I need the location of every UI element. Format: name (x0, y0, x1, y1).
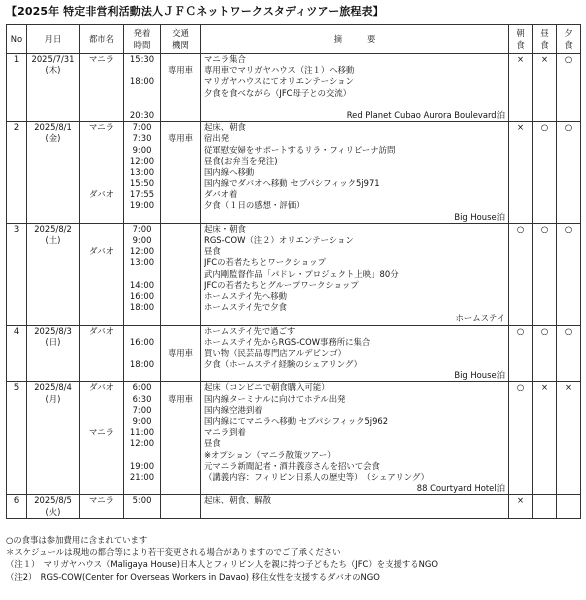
city-name (80, 313, 123, 324)
dinner-mark-cell (557, 223, 581, 325)
footnote: ＊スケジュールは現地の都合等により若干変更される場合がありますのでご了承ください (6, 547, 341, 558)
transport-mode (161, 416, 200, 427)
city-name (80, 370, 123, 381)
header-time-line-2: 時間 (133, 40, 151, 50)
day-row (7, 54, 581, 122)
time-cell (124, 495, 161, 518)
transport-cell (161, 54, 201, 122)
dinner-mark: × (564, 382, 573, 393)
schedule-item: 夕食（ホームステイ経験のシェアリング） (204, 359, 362, 370)
transport-mode (161, 291, 200, 302)
transport-mode: 専用車 (167, 347, 194, 358)
transport-mode: 専用車 (167, 393, 194, 404)
schedule-time: 9:00 (132, 235, 152, 245)
day-date-cell (27, 223, 80, 325)
transport-mode (161, 246, 200, 257)
dinner-mark-cell (557, 495, 581, 518)
breakfast-mark: ○ (516, 325, 525, 336)
transport-mode (161, 145, 200, 156)
city-cell (80, 122, 124, 224)
schedule-item: ホームステイ先で夕食 (204, 302, 287, 313)
header-summary: 摘 要 (201, 25, 509, 54)
transport-mode (161, 269, 200, 280)
city-name: マニラ (88, 427, 115, 438)
schedule-item: 国内線でダバオへ移動 セブパシフィック5j971 (204, 178, 380, 189)
breakfast-mark: × (516, 54, 525, 64)
schedule-time (124, 370, 160, 381)
schedule-time (124, 269, 160, 280)
city-cell (80, 325, 124, 382)
city-cell (80, 223, 124, 325)
footnote: ○の食事は参加費用に含まれています (6, 535, 148, 545)
city-name (80, 224, 123, 235)
dinner-mark-cell (557, 122, 581, 224)
day-no: 1 (13, 54, 20, 64)
lodging-note: 88 Courtyard Hotel泊 (416, 483, 505, 494)
city-name: ダバオ (88, 246, 115, 257)
schedule-item (204, 507, 505, 518)
transport-mode (161, 280, 200, 291)
day-weekday: (日) (45, 336, 61, 347)
day-no-cell (7, 382, 27, 495)
lunch-mark-cell (533, 495, 557, 518)
breakfast-mark-cell (509, 122, 533, 224)
day-row (7, 495, 581, 518)
footnote: （注１） マリガヤハウス（Maligaya House)日本人とフィリピン人を親に持つ子どもたち（JFC）を支援するNGO (6, 559, 439, 570)
day-date: 2025/8/4 (34, 382, 72, 393)
schedule-time: 6:00 (132, 382, 152, 393)
day-no-cell (7, 325, 27, 382)
city-name (80, 280, 123, 291)
transport-mode (161, 110, 200, 121)
schedule-item: 国内線へ移動 (204, 166, 255, 177)
breakfast-mark-cell (509, 382, 533, 495)
schedule-item: 国内線空港到着 (204, 404, 263, 415)
schedule-item: ホームステイ先からRGS-COW事務所に集合 (204, 336, 371, 347)
city-name (80, 472, 123, 483)
day-no-cell (7, 495, 27, 518)
day-date: 2025/8/3 (34, 325, 72, 336)
schedule-item: 買い物（民芸品専門店アルデビンゴ） (204, 347, 347, 358)
city-name: ダバオ (88, 325, 115, 336)
schedule-time: 21:00 (129, 471, 155, 482)
summary-cell (201, 54, 509, 122)
day-date-cell (27, 495, 80, 518)
schedule-item: 起床・朝食 (204, 223, 246, 234)
transport-cell (161, 122, 201, 224)
transport-mode (161, 302, 200, 313)
schedule-time (124, 313, 160, 324)
city-name (80, 167, 123, 178)
dinner-mark: ○ (564, 223, 573, 234)
city-name (80, 178, 123, 189)
transport-mode (161, 326, 200, 337)
city-name (80, 394, 123, 405)
day-no-cell (7, 54, 27, 122)
schedule-item: （講義内容：フィリピン日系人の歴史等） （シェアリング） (204, 471, 430, 482)
schedule-item (204, 99, 505, 110)
page-title: 【2025年 特定非営利活動法人ＪＦＣネットワークスタディツアー旅程表】 (6, 5, 384, 18)
schedule-item: 夕食を食べながら（JFC母子との交流） (204, 87, 352, 98)
transport-mode (161, 405, 200, 416)
day-date-cell (27, 382, 80, 495)
dinner-mark: ○ (564, 122, 573, 133)
transport-mode (161, 257, 200, 268)
schedule-time: 15:30 (129, 54, 155, 64)
schedule-item: 従軍慰安婦をサポートするリラ・フィリピーナ訪問 (204, 144, 396, 155)
schedule-item: 国内線ターミナルに向けてホテル出発 (204, 393, 346, 404)
city-cell (80, 54, 124, 122)
city-name (80, 257, 123, 268)
transport-mode (161, 337, 200, 348)
schedule-time: 12:00 (129, 438, 155, 449)
lunch-mark: ○ (540, 122, 549, 133)
breakfast-mark-cell (509, 223, 533, 325)
city-name (80, 145, 123, 156)
header-time (124, 25, 161, 54)
day-date: 2025/8/5 (34, 495, 72, 506)
city-name (80, 416, 123, 427)
schedule-item: 起床、朝食 (204, 122, 246, 133)
transport-mode (161, 178, 200, 189)
breakfast-mark-cell (509, 495, 533, 518)
itinerary-body (7, 54, 581, 519)
lodging-note: Big House泊 (454, 370, 505, 381)
time-cell (124, 223, 161, 325)
transport-mode (161, 76, 200, 87)
transport-cell (161, 495, 201, 518)
schedule-time: 12:00 (129, 155, 155, 166)
summary-cell (201, 325, 509, 382)
transport-mode (161, 189, 200, 200)
day-weekday: (月) (45, 393, 61, 404)
day-row (7, 382, 581, 495)
breakfast-mark: ○ (516, 382, 525, 393)
day-no: 3 (13, 223, 20, 234)
city-cell (80, 495, 124, 518)
transport-mode (161, 382, 200, 393)
schedule-time: 18:00 (129, 302, 155, 313)
time-cell (124, 54, 161, 122)
lunch-mark: ○ (540, 325, 549, 336)
day-weekday: (金) (45, 133, 61, 144)
day-date: 2025/7/31 (31, 54, 75, 64)
transport-mode (161, 370, 200, 381)
footnote: （注2） RGS-COW(Center for Overseas Workers in Davao) 移住女性を支援するダバオのNGO (6, 571, 380, 582)
transport-mode (161, 212, 200, 223)
summary-cell (201, 495, 509, 518)
header-lunch-line-2: 食 (540, 40, 549, 50)
schedule-time (124, 326, 160, 337)
transport-mode (161, 122, 200, 133)
day-weekday: (木) (45, 65, 61, 76)
transport-mode (161, 495, 200, 506)
schedule-item: 昼食 (204, 438, 221, 449)
schedule-time: 18:00 (129, 76, 155, 87)
breakfast-mark: × (516, 122, 525, 133)
day-no: 6 (13, 495, 20, 506)
day-weekday: (土) (45, 235, 61, 245)
city-name: ダバオ (88, 382, 115, 393)
day-no: 5 (13, 382, 20, 393)
transport-mode (161, 461, 200, 472)
transport-mode (161, 224, 200, 235)
schedule-item: 昼食 (204, 246, 221, 257)
schedule-item: 昼食(お弁当を発注) (204, 155, 278, 166)
header-time-line-1: 発着 (133, 28, 151, 38)
schedule-time: 7:00 (132, 122, 152, 133)
schedule-time (124, 212, 160, 223)
footnotes (6, 534, 580, 583)
day-weekday: (火) (45, 506, 61, 517)
schedule-time: 16:00 (129, 290, 155, 301)
header-dinner-line-1: 夕 (564, 28, 573, 38)
city-name (80, 405, 123, 416)
day-no: 2 (13, 122, 20, 133)
lunch-mark-cell (533, 223, 557, 325)
city-cell (80, 382, 124, 495)
schedule-item: 専用車でマリガヤハウス（注１）へ移動 (204, 65, 355, 76)
schedule-time: 9:00 (132, 416, 152, 426)
lunch-mark-cell (533, 382, 557, 495)
header-lunch-line-1: 昼 (540, 28, 549, 38)
city-name (80, 65, 123, 76)
schedule-time: 7:00 (132, 223, 152, 234)
dinner-mark-cell (557, 382, 581, 495)
dinner-mark-cell (557, 325, 581, 382)
transport-mode: 専用車 (167, 133, 194, 144)
day-no-cell (7, 223, 27, 325)
lunch-mark-cell (533, 122, 557, 224)
schedule-time (124, 348, 160, 359)
header-breakfast-line-1: 朝 (516, 28, 525, 38)
city-name (80, 269, 123, 280)
time-cell (124, 122, 161, 224)
schedule-time: 19:00 (129, 200, 155, 211)
schedule-time: 6:30 (132, 393, 152, 404)
schedule-item: RGS-COW（注２）オリエンテーション (204, 235, 354, 245)
header-row (7, 25, 581, 54)
schedule-time (124, 483, 160, 494)
schedule-time (124, 507, 160, 518)
transport-mode (161, 359, 200, 370)
transport-mode (161, 167, 200, 178)
schedule-item: 元マニラ新聞記者・酒井義彦さんを招いて会食 (204, 460, 380, 471)
schedule-item: 夕食（１日の感想・評価） (204, 200, 305, 211)
schedule-time: 11:00 (129, 427, 155, 438)
day-date-cell (27, 122, 80, 224)
lodging-note: Red Planet Cubao Aurora Boulevard泊 (346, 109, 505, 120)
transport-mode: 専用車 (167, 65, 194, 76)
transport-cell (161, 382, 201, 495)
time-cell (124, 382, 161, 495)
transport-mode (161, 235, 200, 246)
schedule-time (124, 65, 160, 76)
day-row (7, 325, 581, 382)
dinner-mark: ○ (564, 325, 573, 336)
city-name (80, 438, 123, 449)
schedule-time: 20:30 (129, 109, 155, 120)
schedule-time: 7:30 (132, 133, 152, 144)
header-date: 月日 (27, 25, 80, 54)
day-date-cell (27, 54, 80, 122)
day-date-cell (27, 325, 80, 382)
city-name (80, 212, 123, 223)
day-row (7, 122, 581, 224)
city-name (80, 483, 123, 494)
transport-mode (161, 472, 200, 483)
city-name: ダバオ (88, 189, 115, 200)
header-dinner-line-2: 食 (564, 40, 573, 50)
city-name (80, 156, 123, 167)
city-name (80, 450, 123, 461)
schedule-time: 18:00 (129, 359, 155, 370)
header-lunch (533, 25, 557, 54)
transport-mode (161, 313, 200, 324)
dinner-mark: ○ (564, 54, 573, 64)
schedule-item: ダバオ着 (204, 189, 238, 200)
schedule-time: 16:00 (129, 336, 155, 347)
transport-mode (161, 88, 200, 99)
schedule-time (124, 99, 160, 110)
transport-mode (161, 200, 200, 211)
schedule-item: 武内剛監督作品「パドレ・プロジェクト上映」80分 (204, 268, 399, 279)
schedule-item: マリガヤハウスにてオリエンテーション (204, 76, 354, 87)
schedule-time: 19:00 (129, 460, 155, 471)
schedule-time: 5:00 (132, 495, 152, 506)
transport-mode (161, 54, 200, 65)
schedule-time: 12:00 (129, 246, 155, 257)
summary-cell (201, 223, 509, 325)
lodging-note: ホームステイ (455, 313, 505, 324)
city-name (80, 302, 123, 313)
schedule-time: 14:00 (129, 279, 155, 290)
lunch-mark: ○ (540, 223, 549, 234)
breakfast-mark-cell (509, 54, 533, 122)
city-name (80, 110, 123, 121)
breakfast-mark: × (516, 495, 525, 506)
lunch-mark: × (540, 54, 549, 64)
transport-cell (161, 325, 201, 382)
schedule-time: 7:00 (132, 404, 152, 415)
city-name (80, 337, 123, 348)
transport-mode (161, 450, 200, 461)
schedule-item: 国内線にてマニラへ移動 セブパシフィック5j962 (204, 416, 389, 426)
schedule-time: 9:00 (132, 144, 152, 155)
city-name (80, 76, 123, 87)
city-name (80, 200, 123, 211)
header-breakfast-line-2: 食 (516, 40, 525, 50)
schedule-item: ホームステイ先へ移動 (204, 290, 287, 301)
transport-mode (161, 156, 200, 167)
schedule-time: 13:00 (129, 257, 155, 268)
header-transport-line-1: 交通 (172, 28, 189, 38)
city-name (80, 461, 123, 472)
transport-mode (161, 427, 200, 438)
header-city: 都市名 (80, 25, 124, 54)
schedule-item: JFCの若者たちとワークショップ (204, 257, 326, 268)
itinerary-table (6, 24, 581, 519)
header-transport-line-2: 機関 (172, 40, 189, 50)
summary-cell (201, 122, 509, 224)
dinner-mark-cell (557, 54, 581, 122)
breakfast-mark-cell (509, 325, 533, 382)
lodging-note: Big House泊 (454, 211, 505, 222)
schedule-time (124, 88, 160, 99)
day-row (7, 223, 581, 325)
city-name (80, 133, 123, 144)
schedule-item: JFCの若者たちとグループワークショップ (204, 279, 359, 290)
city-name (80, 359, 123, 370)
summary-cell (201, 382, 509, 495)
day-date: 2025/8/1 (34, 122, 72, 133)
city-name (80, 88, 123, 99)
city-name (80, 291, 123, 302)
transport-mode (161, 507, 200, 518)
transport-mode (161, 438, 200, 449)
schedule-item: マニラ到着 (204, 427, 246, 438)
city-name (80, 99, 123, 110)
header-transport (161, 25, 201, 54)
city-name (80, 348, 123, 359)
transport-cell (161, 223, 201, 325)
city-name (80, 235, 123, 246)
schedule-item: ホームステイ先で過ごす (204, 325, 296, 336)
day-no: 4 (13, 325, 20, 336)
schedule-time (124, 450, 160, 461)
schedule-item: 起床、朝食、解散 (204, 495, 271, 506)
lunch-mark-cell (533, 325, 557, 382)
schedule-time: 15:50 (129, 178, 155, 189)
transport-mode (161, 99, 200, 110)
schedule-item: マニラ集合 (204, 54, 246, 64)
day-date: 2025/8/2 (34, 223, 72, 234)
schedule-time: 17:55 (129, 189, 155, 200)
schedule-time: 13:00 (129, 166, 155, 177)
header-no: No (7, 25, 27, 54)
lunch-mark: × (540, 382, 549, 393)
header-breakfast (509, 25, 533, 54)
header-dinner (557, 25, 581, 54)
lunch-mark-cell (533, 54, 557, 122)
schedule-item: 起床（コンビニで朝食購入可能） (204, 382, 330, 393)
city-name: マニラ (88, 54, 115, 64)
transport-mode (161, 483, 200, 494)
city-name (80, 507, 123, 518)
city-name: マニラ (88, 122, 115, 133)
schedule-item: ※オプション（マニラ散策ツアー） (204, 449, 336, 460)
city-name: マニラ (88, 495, 115, 506)
day-no-cell (7, 122, 27, 224)
schedule-item: 宿出発 (204, 133, 230, 144)
time-cell (124, 325, 161, 382)
breakfast-mark: ○ (516, 223, 525, 234)
